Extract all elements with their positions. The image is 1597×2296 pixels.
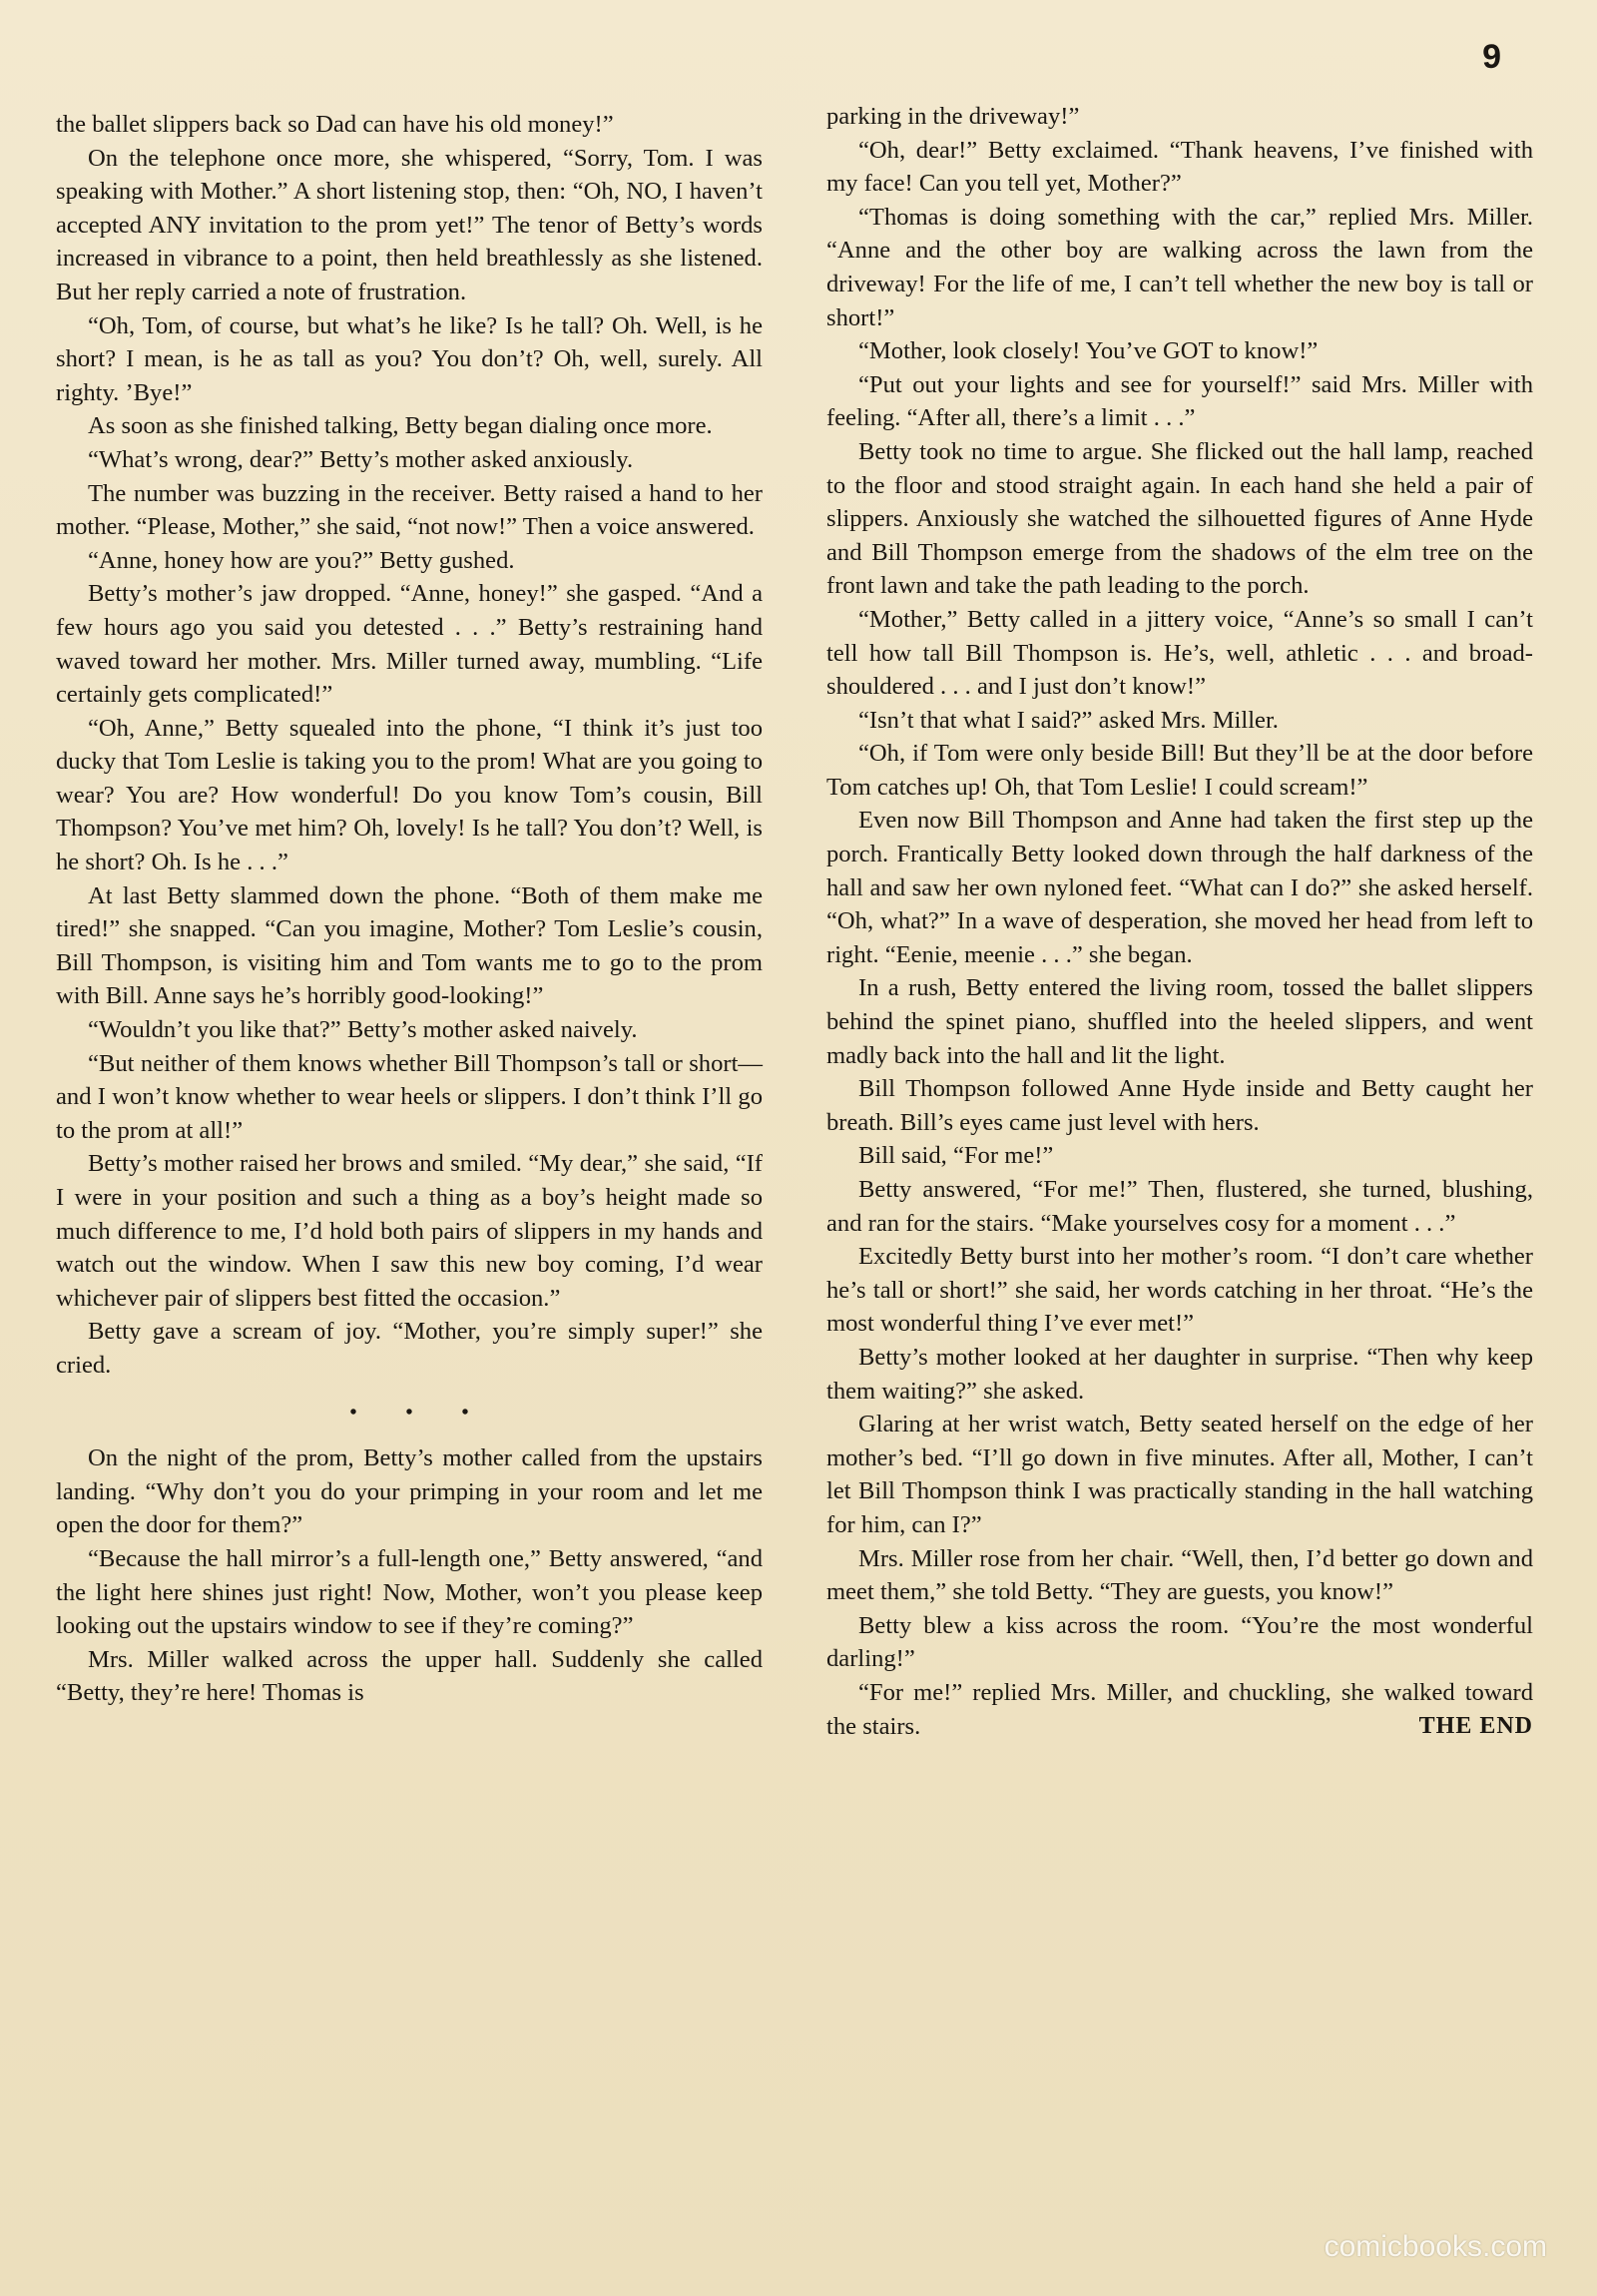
paragraph: “Anne, honey how are you?” Betty gushed. [88, 546, 515, 574]
paragraph: “Oh, if Tom were only beside Bill! But they’ll be at the door before Tom catches up! Oh, that Tom Leslie! I could scream!” [826, 740, 1533, 801]
paragraph: Betty’s mother looked at her daughter in surprise. “Then why keep them waiting?” she asked. [826, 1343, 1533, 1405]
paragraph: Excitedly Betty burst into her mother’s room. “I don’t care whether he’s tall or short!” she said, her words catching in her throat. “He’s the most wonderful thing I’ve ever met!” [826, 1243, 1533, 1338]
paragraph: Mrs. Miller rose from her chair. “Well, then, I’d better go down and meet them,” she told Betty. “They are guests, you know!” [826, 1544, 1533, 1606]
paragraph: On the telephone once more, she whispered, “Sorry, Tom. I was speaking with Mother.” A short listening stop, then: “Oh, NO, I haven’t accepted ANY invitation to the prom yet!” The tenor of Betty’s words increased in vibrance to a point, then held breathlessly as she listened. But her reply carried a note of frustration. [56, 144, 763, 305]
paragraph-text: “For me!” replied Mrs. Miller, and chuckling, she walked toward the stairs. [826, 1678, 1533, 1740]
paragraph: In a rush, Betty entered the living room, tossed the ballet slippers behind the spinet piano, shuffled into the heeled slippers, and went madly back into the hall and lit the light. [826, 974, 1533, 1069]
paragraph: Betty’s mother raised her brows and smiled. “My dear,” she said, “If I were in your position and such a thing as a boy’s height made so much difference to me, I’d hold both pairs of slippers in my hands and watch out the window. When I saw this new boy coming, I’d wear whichever pair of slippers best fitted the occasion.” [56, 1150, 763, 1312]
paragraph: “Oh, dear!” Betty exclaimed. “Thank heavens, I’ve finished with my face! Can you tell yet, Mother?” [826, 136, 1533, 198]
paragraph: Even now Bill Thompson and Anne had taken the first step up the porch. Frantically Betty looked down through the half darkness of the hall and saw her own nyloned feet. “What can I do?” she asked herself. “Oh, what?” In a wave of desperation, she moved her head from left to right. “Eenie, meenie . . .” she began. [826, 807, 1533, 968]
paragraph: “Isn’t that what I said?” asked Mrs. Miller. [858, 706, 1279, 734]
paragraph: “Mother,” Betty called in a jittery voice, “Anne’s so small I can’t tell how tall Bill Thompson is. He’s, well, athletic . . . and broad-shouldered . . . and I just don’t know!” [826, 605, 1533, 701]
paragraph: Glaring at her wrist watch, Betty seated herself on the edge of her mother’s bed. “I’ll go down in five minutes. After all, Mother, I can’t let Bill Thompson think I was practically standing in the hall watching for him, can I?” [826, 1411, 1533, 1538]
paragraph: “What’s wrong, dear?” Betty’s mother asked anxiously. [88, 445, 634, 473]
paragraph: The number was buzzing in the receiver. Betty raised a hand to her mother. “Please, Mother,” she said, “not now!” Then a voice answered. [56, 479, 763, 541]
left-column [56, 108, 763, 1710]
paragraph: Betty answered, “For me!” Then, flustered, she turned, blushing, and ran for the stairs. “Make yourselves cosy for a moment . . .” [826, 1176, 1533, 1237]
paragraph: “Thomas is doing something with the car,” replied Mrs. Miller. “Anne and the other boy are walking across the lawn from the driveway! For the life of me, I can’t tell whether the new boy is tall or short!” [826, 203, 1533, 331]
paragraph: Mrs. Miller walked across the upper hall. Suddenly she called “Betty, they’re here! Thomas is [56, 1645, 763, 1707]
final-paragraph [826, 1676, 1533, 1743]
page-number: 9 [1482, 38, 1501, 76]
paragraph: the ballet slippers back so Dad can have his old money!” [56, 111, 614, 138]
watermark: comicbooks.com [1324, 2230, 1547, 2263]
paragraph: parking in the driveway!” [826, 103, 1080, 130]
section-divider: • • • [349, 1401, 491, 1424]
right-column [826, 100, 1533, 1743]
paragraph: Bill said, “For me!” [858, 1142, 1054, 1170]
paragraph: At last Betty slammed down the phone. “Both of them make me tired!” she snapped. “Can you imagine, Mother? Tom Leslie’s cousin, Bill Thompson, is visiting him and Tom wants me to go to the prom with Bill. Anne says he’s horribly good-looking!” [56, 881, 763, 1010]
paragraph: Betty blew a kiss across the room. “You’re the most wonderful darling!” [826, 1611, 1533, 1673]
paragraph: “Mother, look closely! You’ve GOT to know!” [858, 337, 1319, 365]
the-end-label: THE END [1418, 1712, 1533, 1739]
paragraph: “Oh, Tom, of course, but what’s he like? Is he tall? Oh. Well, is he short? I mean, is he as tall as you? You don’t? Oh, well, surely. All righty. ’Bye!” [56, 311, 763, 406]
paragraph: “But neither of them knows whether Bill Thompson’s tall or short—and I won’t know whether to wear heels or slippers. I don’t think I’ll go to the prom at all!” [56, 1049, 763, 1144]
paragraph: Betty took no time to argue. She flicked out the hall lamp, reached to the floor and stood straight again. In each hand she held a pair of slippers. Anxiously she watched the silhouetted figures of Anne Hyde and Bill Thompson emerge from the shadows of the elm tree on the front lawn and take the path leading to the porch. [826, 437, 1533, 600]
paragraph: As soon as she finished talking, Betty began dialing once more. [88, 412, 713, 440]
paragraph: “Put out your lights and see for yourself!” said Mrs. Miller with feeling. “After all, there’s a limit . . .” [826, 370, 1533, 432]
paragraph: Bill Thompson followed Anne Hyde inside and Betty caught her breath. Bill’s eyes came just level with hers. [826, 1075, 1533, 1136]
paragraph: “Wouldn’t you like that?” Betty’s mother asked naively. [88, 1016, 638, 1044]
paragraph: Betty’s mother’s jaw dropped. “Anne, honey!” she gasped. “And a few hours ago you said you detested . . .” Betty’s restraining hand waved toward her mother. Mrs. Miller turned away, mumbling. “Life certainly gets complicated!” [56, 580, 763, 709]
paragraph: “Because the hall mirror’s a full-length one,” Betty answered, “and the light here shines just right! Now, Mother, won’t you please keep looking out the upstairs window to see if they’re coming?” [56, 1544, 763, 1640]
paragraph: On the night of the prom, Betty’s mother called from the upstairs landing. “Why don’t you do your primping in your room and let me open the door for them?” [56, 1444, 763, 1539]
paragraph: Betty gave a scream of joy. “Mother, you’re simply super!” she cried. [56, 1318, 763, 1379]
paragraph: “Oh, Anne,” Betty squealed into the phone, “I think it’s just too ducky that Tom Leslie is taking you to the prom! What are you going to wear? You are? How wonderful! Do you know Tom’s cousin, Bill Thompson? You’ve met him? Oh, lovely! Is he tall? You don’t? Well, is he short? Oh. Is he . . .” [56, 714, 763, 876]
